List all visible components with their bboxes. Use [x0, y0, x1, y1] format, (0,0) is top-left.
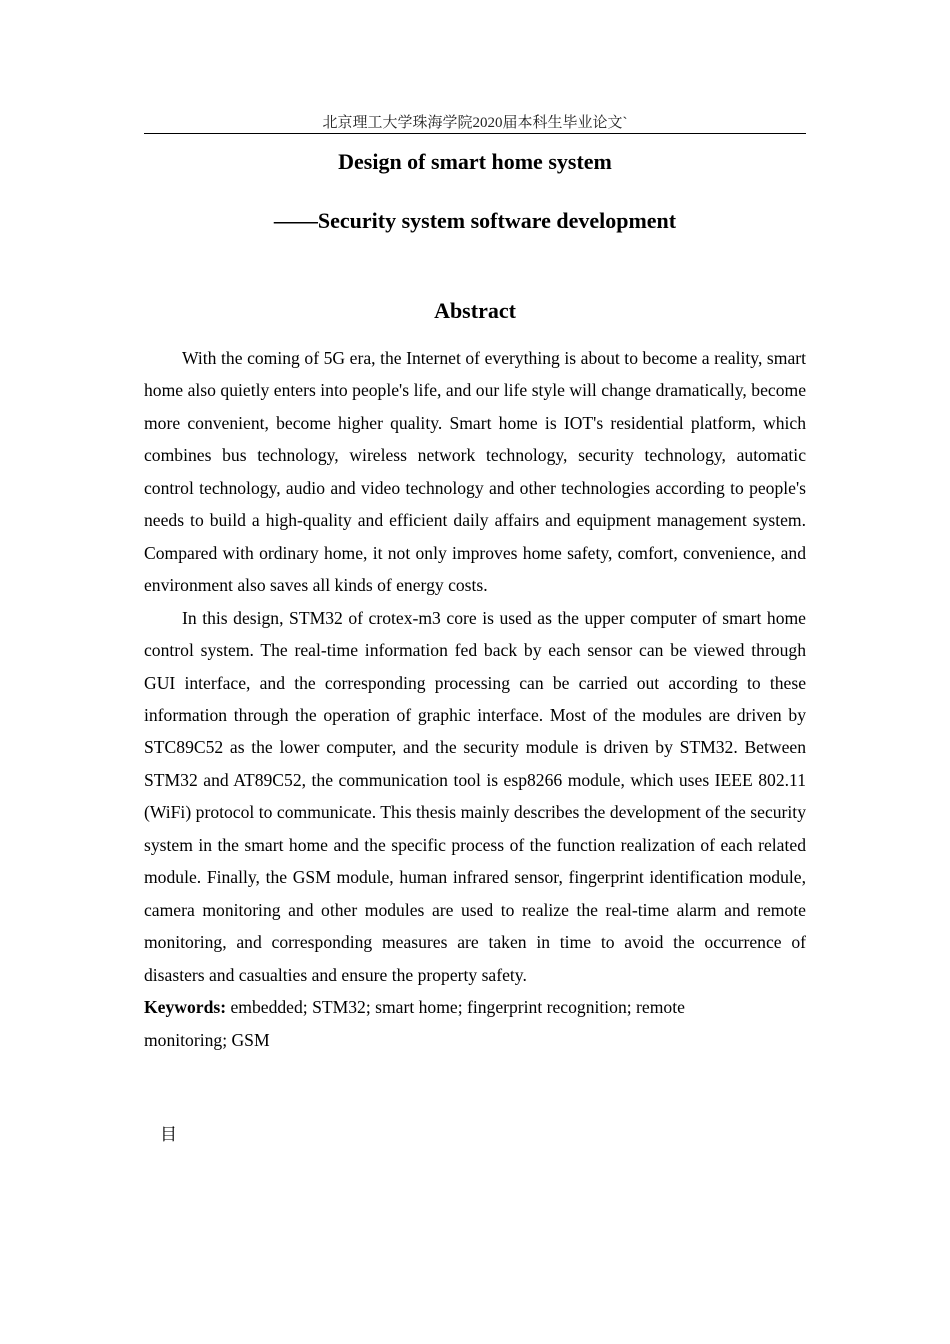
keywords [144, 991, 806, 1056]
thesis-subtitle: ——Security system software development [273, 208, 677, 233]
abstract-body [144, 342, 806, 1056]
running-header: 北京理工大学珠海学院2020届本科生毕业论文` [322, 115, 628, 131]
abstract-paragraph-2: In this design, STM32 of crotex-m3 core is used as the upper computer of smart home control system. The real-time information fed back by each sensor can be viewed through GUI interface, and the corresponding processing can be carried out according to these information through the operation of graphic interface. Most of the modules are driven by STC89C52 as the lower computer, and the security module is driven by STM32. Between STM32 and AT89C52, the communication tool is esp8266 module, which uses IEEE 802.11 (WiFi) protocol to communicate. This thesis mainly describes the development of the security system in the smart home and the specific process of the function realization of each related module. Finally, the GSM module, human infrared sensor, fingerprint identification module, camera monitoring and other modules are used to realize the real-time alarm and remote monitoring, and corresponding measures are taken in time to avoid the occurrence of disasters and casualties and ensure the property safety. [144, 607, 806, 985]
thesis-title: Design of smart home system [338, 149, 612, 174]
keywords-line-1: embedded; STM32; smart home; fingerprint recognition; remote [226, 997, 685, 1018]
keywords-line-2: monitoring; GSM [144, 1029, 270, 1050]
toc-heading-fragment: 目 [160, 1125, 177, 1144]
keywords-label: Keywords: [144, 997, 227, 1018]
abstract-heading: Abstract [434, 298, 516, 323]
abstract-paragraph-1: With the coming of 5G era, the Internet of everything is about to become a reality, smart home also quietly enters into people's life, and our life style will change dramatically, become more convenient, become higher quality. Smart home is IOT's residential platform, which combines bus technology, wireless network technology, security technology, automatic control technology, audio and video technology and other technologies according to people's needs to build a high-quality and efficient daily affairs and equipment management system. Compared with ordinary home, it not only improves home safety, comfort, convenience, and environment also saves all kinds of energy costs. [144, 348, 806, 596]
header-rule [144, 133, 806, 134]
